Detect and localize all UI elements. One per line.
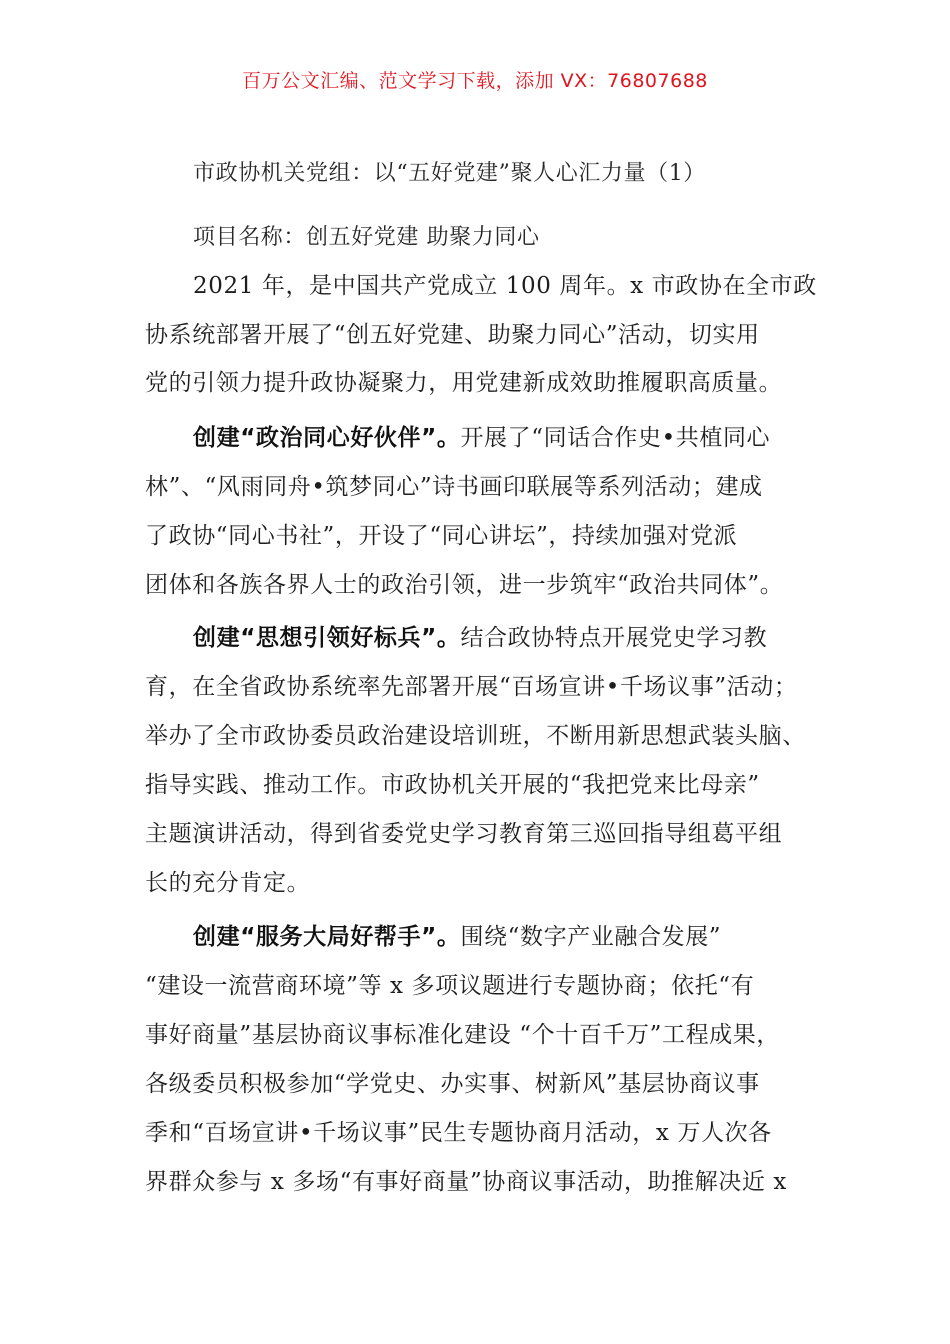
paragraph-4-heading: 创建“服务大局好帮手”。 [193,924,461,950]
document-title: 市政协机关党组：以“五好党建”聚人心汇力量（1） [193,161,706,186]
paragraph-4-line-4: 各级委员积极参加“学党史、办实事、树新风”基层协商议事 [145,1071,760,1097]
paragraph-2-line-2: 林”、“风雨同舟•筑梦同心”诗书画印联展等系列活动；建成 [145,474,763,500]
paragraph-3-heading: 创建“思想引领好标兵”。 [193,625,461,651]
promo-banner: 百万公文汇编、范文学习下载，添加 VX：76807688 [242,70,708,92]
paragraph-2-line-4: 团体和各族各界人士的政治引领，进一步筑牢“政治共同体”。 [145,572,784,598]
paragraph-1-line-1: 2021 年，是中国共产党成立 100 周年。x 市政协在全市政 [193,273,817,299]
paragraph-4-line-5: 季和“百场宣讲•千场议事”民生专题协商月活动，x 万人次各 [145,1120,772,1146]
paragraph-1-line-3: 党的引领力提升政协凝聚力，用党建新成效助推履职高质量。 [145,370,783,396]
paragraph-4-first-text: 围绕“数字产业融合发展” [460,924,722,950]
paragraph-2-line-3: 了政协“同心书社”，开设了“同心讲坛”，持续加强对党派 [145,523,738,549]
paragraph-4-line-2: “建设一流营商环境”等 x 多项议题进行专题协商；依托“有 [145,973,755,999]
paragraph-3-line-6: 长的充分肯定。 [145,870,311,896]
paragraph-3-line-2: 育，在全省政协系统率先部署开展“百场宣讲•千场议事”活动； [145,674,798,700]
paragraph-4-line-3: 事好商量”基层协商议事标准化建设 “个十百千万”工程成果， [145,1022,780,1048]
project-name: 项目名称：创五好党建 助聚力同心 [193,225,540,250]
paragraph-2-first-text: 开展了“同话合作史•共植同心 [460,425,771,451]
paragraph-2-line-1 [193,423,858,453]
paragraph-1-line-2: 协系统部署开展了“创五好党建、助聚力同心”活动，切实用 [145,322,760,348]
paragraph-3-line-3: 举办了全市政协委员政治建设培训班，不断用新思想武装头脑、 [145,723,806,749]
paragraph-4-line-1 [193,922,858,952]
paragraph-3-line-4: 指导实践、推动工作。市政协机关开展的“我把党来比母亲” [145,772,760,798]
paragraph-4-line-6: 界群众参与 x 多场“有事好商量”协商议事活动，助推解决近 x [145,1169,787,1195]
paragraph-3-line-5: 主题演讲活动，得到省委党史学习教育第三巡回指导组葛平组 [145,821,783,847]
paragraph-2-heading: 创建“政治同心好伙伴”。 [193,425,461,451]
paragraph-3-first-text: 结合政协特点开展党史学习教 [460,625,768,651]
paragraph-3-line-1 [193,623,858,653]
